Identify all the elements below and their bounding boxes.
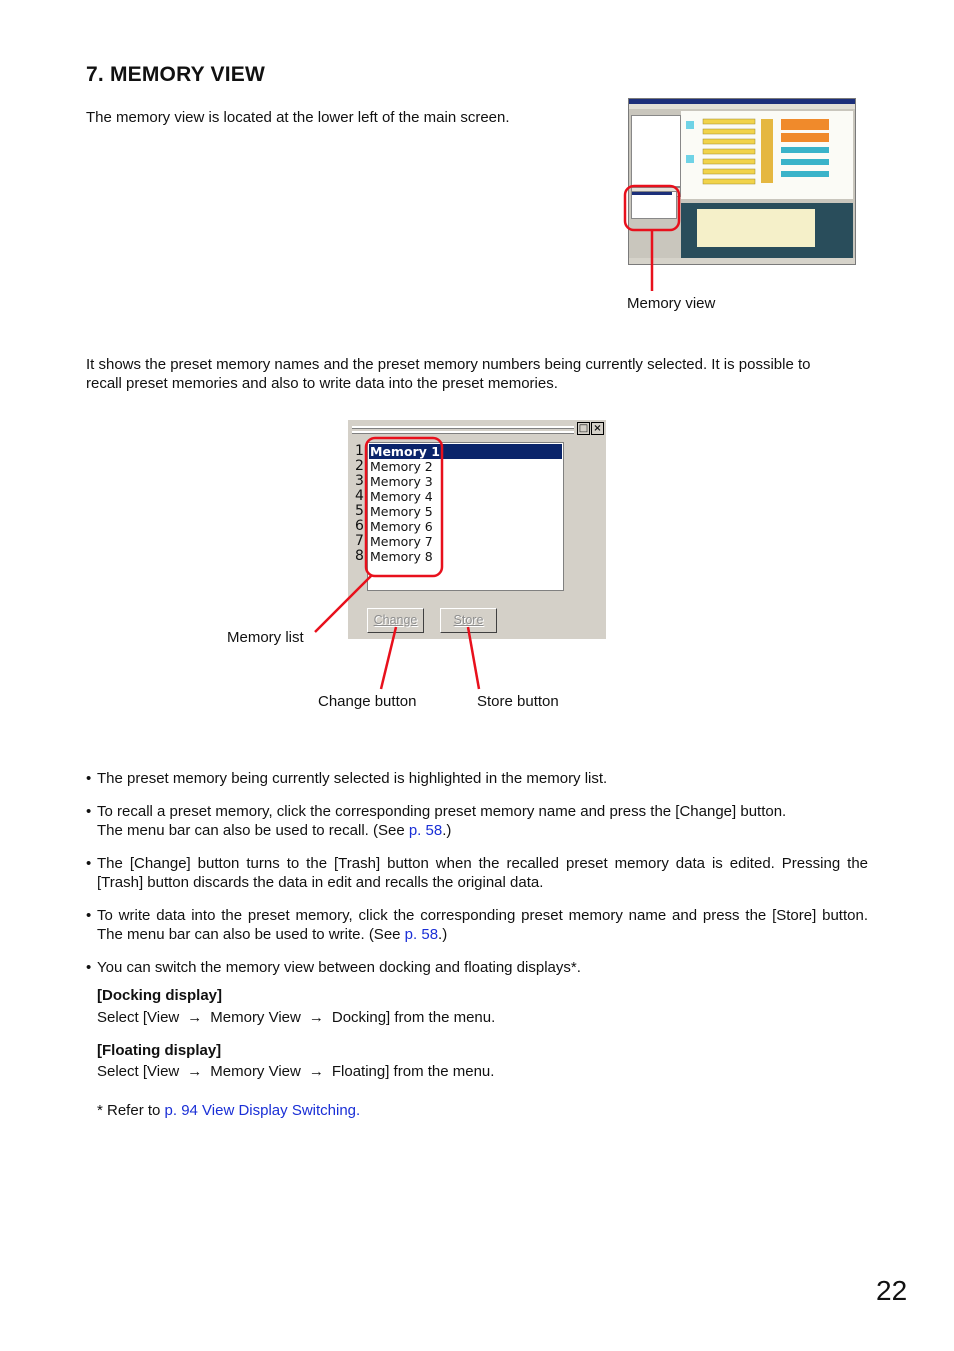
section-heading: 7. MEMORY VIEW — [86, 63, 265, 86]
memory-list-label: Memory list — [227, 629, 304, 646]
list-item[interactable]: Memory 1 — [369, 444, 562, 459]
bullet-marker: • — [86, 770, 92, 787]
docking-step-3: Docking] from the menu. — [331, 1009, 496, 1026]
docking-step-2: Memory View — [210, 1009, 301, 1026]
store-button-label: Store button — [477, 693, 559, 710]
floating-heading: [Floating display] — [97, 1042, 222, 1059]
restore-icon[interactable]: □ — [578, 423, 589, 434]
screenshot-memory-view — [631, 191, 677, 219]
bullet-text — [97, 906, 868, 944]
screenshot-signal-flow-graphic — [681, 111, 853, 199]
list-item[interactable]: Memory 7 — [370, 534, 433, 549]
memory-number: 8 — [355, 548, 364, 564]
store-text-post: .) — [438, 926, 448, 943]
floating-step-3: Floating] from the menu. — [331, 1063, 495, 1080]
bullet-text: The [Change] button turns to the [Trash] button when the recalled preset memory data is edited. Pressing the [Trash] button discards the data in edit and recalls the original data. — [97, 855, 868, 891]
change-button-label: Change button — [318, 693, 417, 710]
bullet-text: You can switch the memory view between docking and floating displays*. — [97, 959, 581, 976]
floating-instruction — [97, 1062, 494, 1081]
memory-number-column — [355, 444, 364, 564]
arrow-right-icon: → — [187, 1009, 203, 1026]
floating-step-2: Memory View — [210, 1063, 301, 1080]
description-line-1: It shows the preset memory names and the preset memory numbers being currently selected. It is possible to — [86, 356, 811, 373]
footnote — [97, 1101, 360, 1120]
bullet-selected-highlight — [86, 769, 868, 788]
grip-bar[interactable] — [352, 426, 574, 429]
bullet-marker: • — [86, 855, 92, 872]
list-item[interactable]: Memory 2 — [370, 459, 433, 474]
bullet-switch-display — [86, 958, 868, 977]
docking-instruction — [97, 1008, 495, 1027]
screenshot-matrix-grid — [697, 209, 815, 247]
docking-heading: [Docking display] — [97, 987, 223, 1004]
docking-step-1: Select [View — [97, 1009, 180, 1026]
recall-line-2-pre: The menu bar can also be used to recall. (See — [97, 822, 409, 839]
list-item[interactable]: Memory 8 — [370, 549, 433, 564]
footnote-prefix: * Refer to — [97, 1102, 165, 1119]
grip-bar[interactable] — [352, 431, 574, 434]
memory-number: 1 — [355, 443, 364, 459]
list-item[interactable]: Memory 4 — [370, 489, 433, 504]
page-94-link[interactable]: p. 94 View Display Switching. — [164, 1102, 361, 1119]
bullet-marker: • — [86, 907, 92, 924]
recall-line-2-post: .) — [442, 822, 452, 839]
memory-view-window — [348, 420, 606, 639]
change-button[interactable]: Change — [367, 608, 424, 633]
memory-number: 5 — [355, 503, 364, 519]
bullet-marker: • — [86, 959, 92, 976]
floating-step-1: Select [View — [97, 1063, 180, 1080]
bullet-marker: • — [86, 803, 92, 820]
page-58-link[interactable]: p. 58 — [408, 822, 443, 839]
bullet-store — [86, 906, 868, 944]
arrow-right-icon: → — [308, 1009, 324, 1026]
screenshot-unit-view — [631, 115, 681, 187]
screenshot-statusbar — [629, 258, 855, 264]
screenshot-menubar — [629, 104, 855, 109]
bullet-recall — [86, 802, 868, 840]
memory-number: 3 — [355, 473, 364, 489]
description-line-2: recall preset memories and also to write data into the preset memories. — [86, 375, 558, 392]
main-screen-screenshot — [628, 98, 856, 265]
page-number: 22 — [876, 1275, 908, 1306]
memory-list[interactable] — [367, 442, 564, 591]
memory-number: 7 — [355, 533, 364, 549]
screenshot-signal-flow — [681, 111, 853, 199]
screenshot-memory-selection — [632, 192, 672, 195]
recall-line-1: To recall a preset memory, click the corresponding preset memory name and press the [Change] button. — [97, 803, 787, 820]
close-icon[interactable]: × — [591, 422, 604, 435]
list-item[interactable]: Memory 6 — [370, 519, 433, 534]
bullet-trash — [86, 854, 868, 892]
bullet-text — [97, 802, 868, 840]
memory-view-callout: Memory view — [627, 295, 716, 312]
intro-text: The memory view is located at the lower left of the main screen. — [86, 109, 510, 126]
arrow-right-icon: → — [187, 1063, 203, 1080]
list-item[interactable]: Memory 3 — [370, 474, 433, 489]
store-text: To write data into the preset memory, click the corresponding preset memory name and press the [Store] button. The menu bar can also be used to write. (See — [97, 907, 868, 943]
memory-number: 4 — [355, 488, 364, 504]
memory-number: 2 — [355, 458, 364, 474]
bullet-text: The preset memory being currently selected is highlighted in the memory list. — [97, 770, 608, 787]
store-button[interactable]: Store — [440, 608, 497, 633]
page-58-link[interactable]: p. 58 — [404, 926, 439, 943]
memory-number: 6 — [355, 518, 364, 534]
arrow-right-icon: → — [308, 1063, 324, 1080]
list-item[interactable]: Memory 5 — [370, 504, 433, 519]
